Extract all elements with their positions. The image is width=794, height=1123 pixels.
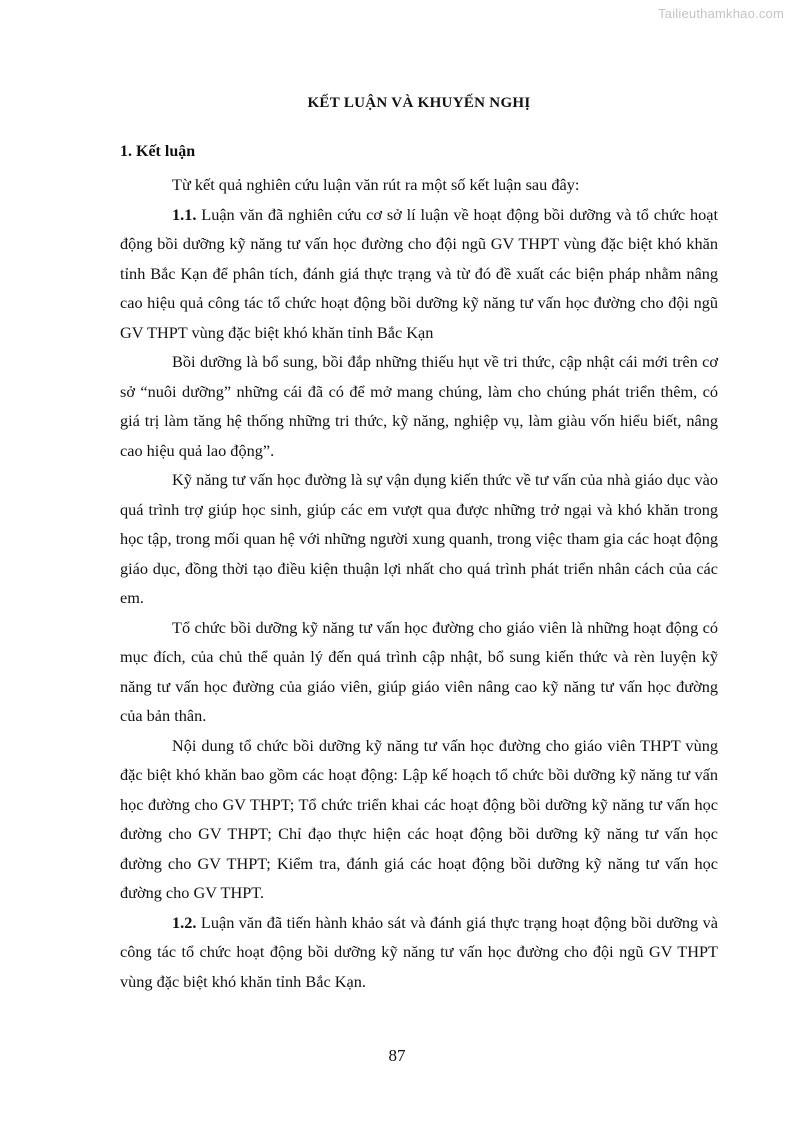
paragraph-ky-nang [120, 465, 718, 613]
paragraph-text: Tổ chức bồi dưỡng kỹ năng tư vấn học đường cho giáo viên là những hoạt động có mục đích, của chủ thể quản lý đến quá trình cập nhật, bổ sung kiến thức và rèn luyện kỹ năng tư vấn học đường của giáo viên, giúp giáo viên nâng cao kỹ năng tư vấn học đường của bản thân. [120, 617, 718, 725]
paragraph-text: Luận văn đã tiến hành khảo sát và đánh giá thực trạng hoạt động bồi dưỡng và công tác tổ chức hoạt động bồi dưỡng kỹ năng tư vấn học đường cho đội ngũ GV THPT vùng đặc biệt khó khăn tỉnh Bắc Kạn. [120, 912, 718, 991]
page-title: KẾT LUẬN VÀ KHUYẾN NGHỊ [307, 95, 531, 111]
paragraph-boi-duong [120, 347, 718, 465]
watermark: Tailieuthamkhao.com [658, 6, 784, 21]
paragraph-number: 1.1. [172, 204, 197, 224]
paragraph-number: 1.2. [172, 912, 197, 932]
paragraph-text: Từ kết quả nghiên cứu luận văn rút ra một số kết luận sau đây: [172, 175, 580, 194]
paragraph-noi-dung [120, 731, 718, 908]
paragraph-text: Nội dung tổ chức bồi dưỡng kỹ năng tư vấn học đường cho giáo viên THPT vùng đặc biệt khó khăn bao gồm các hoạt động: Lập kế hoạch tổ chức bồi dưỡng kỹ năng tư vấn học đường cho GV THPT; Tổ chức triển khai các hoạt động bồi dưỡng kỹ năng tư vấn học đường cho GV THPT; Chỉ đạo thực hiện các hoạt động bồi dưỡng kỹ năng tư vấn học đường cho GV THPT; Kiểm tra, đánh giá các hoạt động bồi dưỡng kỹ năng tư vấn học đường cho GV THPT. [120, 735, 718, 902]
paragraph-to-chuc [120, 613, 718, 731]
section-heading: 1. Kết luận [120, 143, 196, 160]
body-text [120, 170, 718, 996]
paragraph-1-2 [120, 908, 718, 997]
paragraph-intro [120, 170, 718, 200]
page-number: 87 [388, 1046, 406, 1065]
paragraph-text: Kỹ năng tư vấn học đường là sự vận dụng kiến thức về tư vấn của nhà giáo dục vào quá trình trợ giúp học sinh, giúp các em vượt qua được những trở ngại và khó khăn trong học tập, trong mối quan hệ với những người xung quanh, trong việc tham gia các hoạt động giáo dục, đồng thời tạo điều kiện thuận lợi nhất cho quá trình phát triển nhân cách của các em. [120, 470, 718, 607]
paragraph-text: Bồi dưỡng là bổ sung, bồi đắp những thiếu hụt về tri thức, cập nhật cái mới trên cơ sở “nuôi dưỡng” những cái đã có để mở mang chúng, làm cho chúng phát triển thêm, có giá trị làm tăng hệ thống những tri thức, kỹ năng, nghiệp vụ, làm giàu vốn hiểu biết, nâng cao hiệu quả lao động”. [120, 352, 718, 460]
paragraph-text: Luận văn đã nghiên cứu cơ sở lí luận về hoạt động bồi dưỡng và tổ chức hoạt động bồi dưỡng kỹ năng tư vấn học đường cho đội ngũ GV THPT vùng đặc biệt khó khăn tỉnh Bắc Kạn để phân tích, đánh giá thực trạng và từ đó đề xuất các biện pháp nhằm nâng cao hiệu quả công tác tổ chức hoạt động bồi dưỡng kỹ năng tư vấn học đường cho đội ngũ GV THPT vùng đặc biệt khó khăn tỉnh Bắc Kạn [120, 204, 718, 342]
paragraph-1-1 [120, 200, 718, 348]
